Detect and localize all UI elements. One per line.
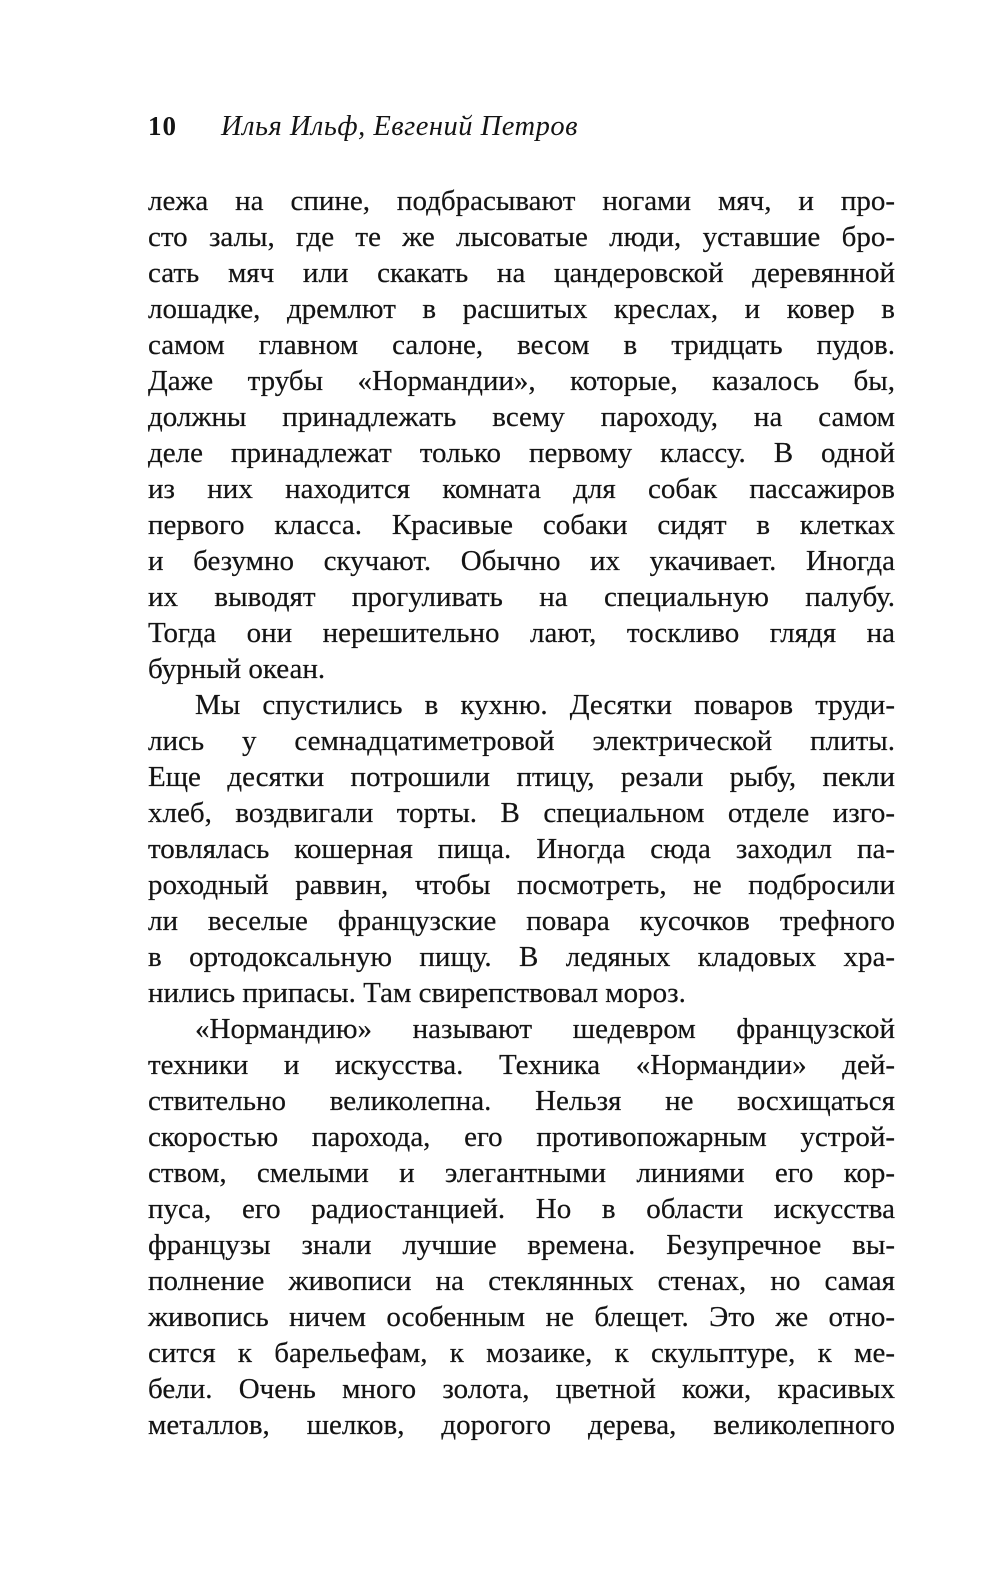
text-line: и безумно скучают. Обычно их укачивает. Иногда <box>148 545 895 577</box>
text-line: хлеб, воздвигали торты. В специальном отделе изго- <box>148 797 895 829</box>
text-line: роходный раввин, чтобы посмотреть, не подбросили <box>148 869 895 901</box>
text-line: Даже трубы «Нормандии», которые, казалось бы, <box>148 365 895 397</box>
text-line: бурный океан. <box>148 653 326 685</box>
text-line: в ортодоксальную пищу. В ледяных кладовых хра- <box>148 941 895 973</box>
text-line: полнение живописи на стеклянных стенах, но самая <box>148 1265 895 1297</box>
text-block <box>148 183 895 1443</box>
text-line: французы знали лучшие времена. Безупречное вы- <box>148 1229 895 1261</box>
text-line: лошадке, дремлют в расшитых креслах, и ковер в <box>148 293 895 325</box>
page-header <box>148 110 895 143</box>
text-line: Тогда они нерешительно лают, тоскливо глядя на <box>148 617 895 649</box>
text-line: металлов, шелков, дорогого дерева, великолепного <box>148 1409 895 1441</box>
text-line: ством, смелыми и элегантными линиями его кор- <box>148 1157 895 1189</box>
text-line: из них находится комната для собак пассажиров <box>148 473 895 505</box>
text-line: «Нормандию» называют шедевром французской <box>195 1013 895 1045</box>
text-line: их выводят прогуливать на специальную палубу. <box>148 581 895 613</box>
text-line: Еще десятки потрошили птицу, резали рыбу, пекли <box>148 761 895 793</box>
text-line: ли веселые французские повара кусочков трефного <box>148 905 895 937</box>
text-line: сто залы, где те же лысоватые люди, уставшие бро- <box>148 221 895 253</box>
text-line: сать мяч или скакать на цандеровской деревянной <box>148 257 895 289</box>
text-line: Мы спустились в кухню. Десятки поваров труди- <box>195 689 895 721</box>
text-line: сится к барельефам, к мозаике, к скульптуре, к ме- <box>148 1337 895 1369</box>
text-line: товлялась кошерная пища. Иногда сюда заходил па- <box>148 833 895 865</box>
text-line: пуса, его радиостанцией. Но в области искусства <box>148 1193 895 1225</box>
text-line: должны принадлежать всему пароходу, на самом <box>148 401 895 433</box>
text-line: первого класса. Красивые собаки сидят в клетках <box>148 509 895 541</box>
running-title: Илья Ильф, Евгений Петров <box>221 111 578 142</box>
text-line: самом главном салоне, весом в тридцать пудов. <box>148 329 895 361</box>
text-line: лежа на спине, подбрасывают ногами мяч, и про- <box>148 185 895 217</box>
text-line: лись у семнадцатиметровой электрической плиты. <box>148 725 895 757</box>
text-line: нились припасы. Там свирепствовал мороз. <box>148 977 686 1009</box>
text-line: живопись ничем особенным не блещет. Это же отно- <box>148 1301 895 1333</box>
text-line: скоростью парохода, его противопожарным устрой- <box>148 1121 895 1153</box>
page-number: 10 <box>148 111 177 141</box>
text-line: техники и искусства. Техника «Нормандии» дей- <box>148 1049 895 1081</box>
text-line: ствительно великолепна. Нельзя не восхищаться <box>148 1085 895 1117</box>
text-line: деле принадлежат только первому классу. В одной <box>148 437 895 469</box>
text-line: бели. Очень много золота, цветной кожи, красивых <box>148 1373 895 1405</box>
